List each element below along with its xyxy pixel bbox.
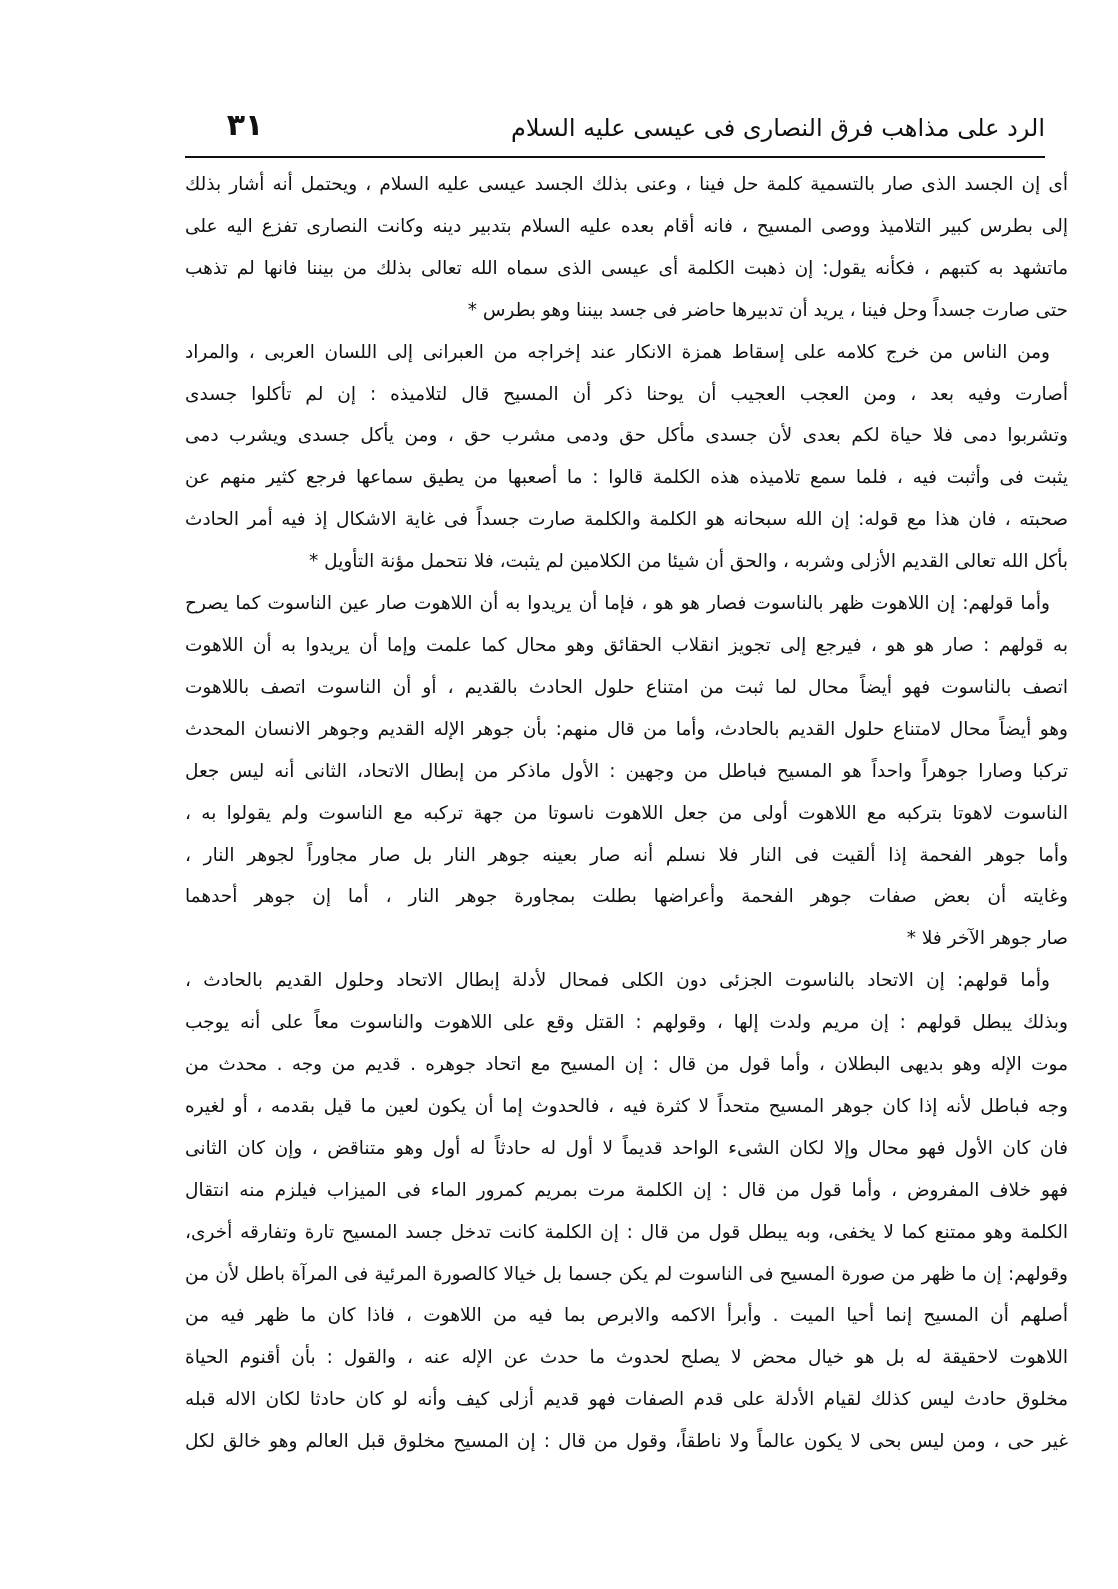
- text-line: أى إن الجسد الذى صار بالتسمية كلمة حل فينا ، وعنى بذلك الجسد عيسى عليه السلام ، ويحتمل أنه أشار بذلك: [185, 174, 1068, 195]
- text-line: الناسوت لاهوتا بتركبه مع اللاهوت أولى من جعل اللاهوت ناسوتا من جهة تركبه مع الناسوت ولم يقولوا به ،: [185, 802, 1068, 824]
- text-line: موت الإله وهو بديهى البطلان ، وأما قول من قال : إن المسيح مع اتحاد جوهره . قديم من وجه . محدث من: [185, 1054, 1068, 1076]
- text-line: تركبا وصارا جوهراً واحداً هو المسيح فباطل من وجهين : الأول ماذكر من إبطال الاتحاد، الثانى أنه ليس جعل: [185, 760, 1068, 782]
- text-line: وأما قولهم: إن اللاهوت ظهر بالناسوت فصار هو هو ، فإما أن يريدوا به أن اللاهوت صار عين الناسوت كما يصرح: [185, 593, 1050, 615]
- text-line: وبذلك يبطل قولهم : إن مريم ولدت إلها ، وقولهم : القتل وقع على اللاهوت والناسوت معاً على أنه يوجب: [185, 1012, 1068, 1034]
- text-line: وجه فباطل لأنه إذا كان جوهر المسيح متحداً لا كثرة فيه ، فالحدوث إما أن يكون لعين ما قيل بقدمه ، أو لغيره: [185, 1095, 1068, 1117]
- text-line: غير حى ، ومن ليس بحى لا يكون عالماً ولا ناطقاً، وقول من قال : إن المسيح مخلوق قبل العالم وهو خالق لكل: [185, 1431, 1068, 1453]
- text-line: اتصف بالناسوت فهو أيضاً محال لما ثبت من امتناع حلول الحادث بالقديم ، أو أن الناسوت اتصف باللاهوت: [185, 676, 1068, 698]
- paragraph: [185, 583, 1068, 960]
- text-line: الكلمة وهو ممتنع كما لا يخفى، وبه يبطل قول من قال : إن الكلمة كانت تدخل جسد المسيح تارة وتفارقه أخرى،: [185, 1221, 1068, 1243]
- text-line: فهو خلاف المفروض ، وأما قول من قال : إن الكلمة مرت بمريم كمرور الماء فى الميزاب فيلزم منه انتقال: [185, 1179, 1068, 1201]
- text-line: وغايته أن بعض صفات جوهر الفحمة وأعراضها بطلت بمجاورة جوهر النار ، أما إن جوهر أحدهما: [185, 886, 1068, 908]
- paragraph: [185, 960, 1068, 1463]
- text-line: بأكل الله تعالى القديم الأزلى وشربه ، والحق أن شيئا من الكلامين لم يثبت، فلا نتحمل مؤنة التأويل *: [309, 551, 1068, 573]
- text-line: صار جوهر الآخر فلا *: [906, 928, 1068, 950]
- text-line: فان كان الأول فهو محال وإلا لكان الشىء الواحد قديماً لا أول له حادثاً له أول وهو متناقض ، وإن كان الثانى: [185, 1137, 1068, 1159]
- text-line: وتشربوا دمى فلا حياة لكم بعدى لأن جسدى مأكل حق ودمى مشرب حق ، ومن يأكل جسدى ويشرب دمى: [185, 425, 1068, 447]
- text-line: حتى صارت جسداً وحل فينا ، يريد أن تدبيرها حاضر فى جسد بيننا وهو بطرس *: [467, 299, 1068, 321]
- header-rule: [185, 156, 1045, 158]
- paragraph: [185, 164, 1068, 332]
- text-line: ماتشهد به كتبهم ، فكأنه يقول: إن ذهبت الكلمة أى عيسى الذى سماه الله تعالى بذلك من بيننا فانها لم تذهب: [185, 257, 1068, 279]
- body-text: [185, 164, 1068, 1463]
- text-line: صحبته ، فان هذا مع قوله: إن الله سبحانه هو الكلمة والكلمة صارت جسداً فى غاية الاشكال إذ فيه أمر الحادث: [185, 509, 1068, 531]
- text-line: مخلوق حادث ليس كذلك لقيام الأدلة على قدم الصفات فهو قديم أزلى كيف وأنه لو كان حادثا لكان الاله قبله: [185, 1389, 1068, 1411]
- text-line: أصلهم أن المسيح إنما أحيا الميت . وأبرأ الاكمه والابرص بما فيه من اللاهوت ، فاذا كان ما ظهر فيه من: [185, 1305, 1068, 1327]
- text-line: وهو أيضاً محال لامتناع حلول القديم بالحادث، وأما من قال منهم: بأن جوهر الإله القديم وجوهر الانسان المحدث: [185, 718, 1068, 740]
- paragraph: [185, 332, 1068, 583]
- running-title: الرد على مذاهب فرق النصارى فى عيسى عليه السلام: [510, 114, 1045, 142]
- text-line: ومن الناس من خرج كلامه على إسقاط همزة الانكار عند إخراجه من العبرانى إلى اللسان العربى ، والمراد: [185, 341, 1050, 363]
- text-line: أصارت وفيه بعد ، ومن العجب العجيب أن يوحنا ذكر أن المسيح قال لتلاميذه : إن لم تأكلوا جسدى: [185, 383, 1068, 405]
- text-line: يثبت فى وأثبت فيه ، فلما سمع تلاميذه هذه الكلمة قالوا : ما أصعبها من يطيق سماعها فرجع كثير منهم عن: [185, 467, 1068, 489]
- text-line: وقولهم: إن ما ظهر من صورة المسيح فى الناسوت لم يكن جسما بل خيالا كالصورة المرئية فى المرآة باطل لأن من: [185, 1263, 1068, 1285]
- page-number: ٣١: [226, 108, 264, 143]
- text-line: اللاهوت لاحقيقة له بل هو خيال محض لا يصلح لحدوث ما حدث عن الإله عنه ، والقول : بأن أقنوم الحياة: [185, 1347, 1068, 1369]
- text-line: وأما جوهر الفحمة إذا ألقيت فى النار فلا نسلم أنه صار بعينه جوهر النار بل صار مجاوراً لجوهر النار ،: [185, 844, 1068, 866]
- text-line: به قولهم : صار هو هو ، فيرجع إلى تجويز انقلاب الحقائق وهو محال كما علمت وإما أن يريدوا به أن اللاهوت: [185, 634, 1068, 656]
- text-line: إلى بطرس كبير التلاميذ ووصى المسيح ، فانه أقام بعده عليه السلام بتدبير دينه وكانت النصارى تفزع اليه على: [185, 215, 1068, 237]
- text-line: وأما قولهم: إن الاتحاد بالناسوت الجزئى دون الكلى فمحال لأدلة إبطال الاتحاد وحلول القديم بالحادث ،: [185, 970, 1050, 992]
